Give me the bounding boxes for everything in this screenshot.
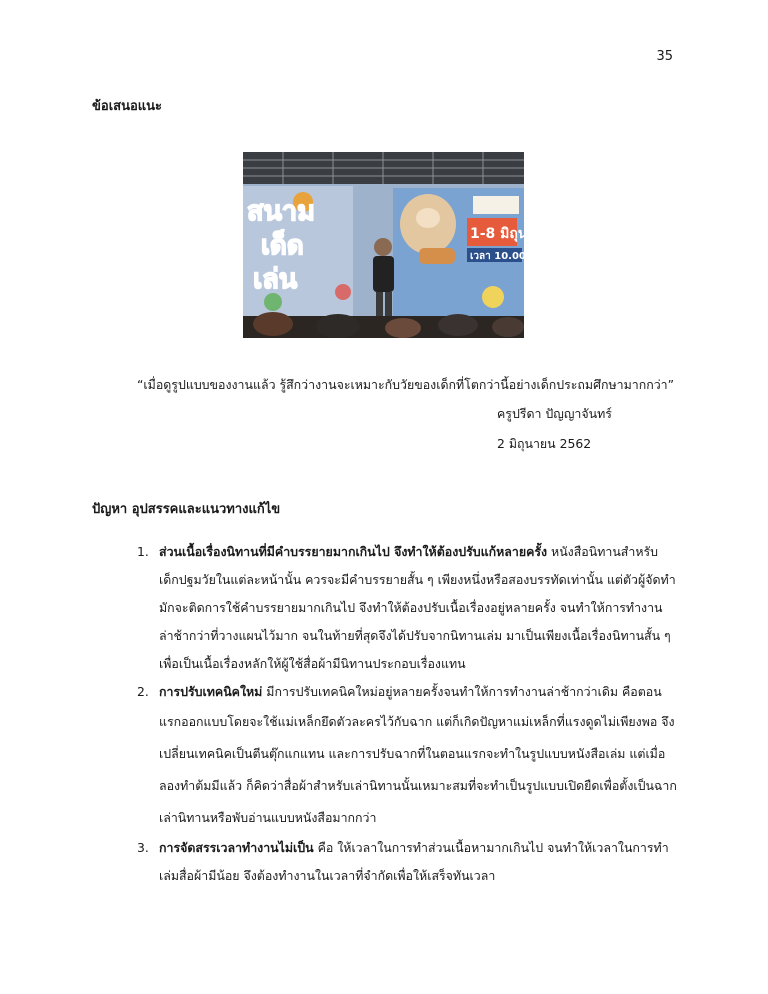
item-line: แรกออกแบบโดยจะใช้แม่เหล็กยึดตัวละครไว้กับฉาก แต่ก็เกิดปัญหาแม่เหล็กที่แรงดูดไม่เพียงพอ จึง: [159, 714, 675, 729]
item-line: ล่าช้ากว่าที่วางแผนไว้มาก จนในท้ายที่สุดจึงได้ปรับจากนิทานเล่ม มาเป็นเพียงเนื้อเรื่องนิทานสั้น ๆ: [159, 628, 671, 643]
item-line: ลองทำต้มมีแล้ว ก็คิดว่าสื่อผ้าสำหรับเล่านิทานนั้นเหมาะสมที่จะทำเป็นรูปแบบเปิดยืดเพื่อตั้งเป็นฉาก: [159, 778, 677, 793]
recommendations-heading: ข้อเสนอแนะ: [92, 99, 163, 114]
item-line: เล่มสื่อผ้ามีน้อย จึงต้องทำงานในเวลาที่จำกัดเพื่อให้เสร็จทันเวลา: [159, 868, 496, 883]
item-line: เล่านิทานหรือพับอ่านแบบหนังสือมากกว่า: [159, 810, 377, 825]
problem-item: [137, 538, 677, 678]
item-line: เด็กปฐมวัยในแต่ละหน้านั้น ควรจะมีคำบรรยายสั้น ๆ เพียงหนึ่งหรือสองบรรทัดเท่านั้น แต่ตัวผู้จัดทำ: [159, 572, 676, 587]
banner-title-line-2: เด็ด: [261, 231, 304, 261]
problem-item: [137, 834, 677, 890]
attribution-name: ครูปรีดา ปัญญาจันทร์: [497, 406, 612, 421]
item-title: การปรับเทคนิคใหม่: [159, 684, 263, 699]
item-title: การจัดสรรเวลาทำงานไม่เป็น: [159, 840, 314, 855]
banner-title-line-1: สนาม: [247, 196, 315, 227]
item-line: เพื่อเป็นเนื้อเรื่องหลักให้ผู้ใช้สื่อผ้ามีนิทานประกอบเรื่องแทน: [159, 656, 466, 671]
problems-list: [137, 538, 677, 890]
item-first-line: [159, 678, 677, 706]
banner-time: เวลา 10.00 - 1: [470, 251, 544, 262]
item-line: เปลี่ยนเทคนิคเป็นตีนตุ๊กแกแทน และการปรับฉากที่ในตอนแรกจะทำในรูปแบบหนังสือเล่ม แต่เมื่อ: [159, 746, 666, 761]
attribution-date: 2 มิถุนายน 2562: [497, 436, 592, 451]
item-number: 1.: [137, 544, 149, 559]
page-number: 35: [656, 49, 673, 64]
item-first-line-text: หนังสือนิทานสำหรับ: [547, 544, 659, 559]
quote-text: “เมื่อดูรูปแบบของงานแล้ว รู้สึกว่างานจะเหมาะกับวัยของเด็กที่โตกว่านี้อย่างเด็กประถมศึกษามากกว่า”: [137, 377, 675, 392]
item-number: 2.: [137, 684, 149, 699]
banner-title-line-3: เล่น: [253, 264, 298, 295]
item-first-line: [159, 538, 677, 566]
item-first-line: [159, 834, 677, 862]
item-first-line-text: มีการปรับเทคนิคใหม่อยู่หลายครั้งจนทำให้การทำงานล่าช้ากว่าเดิม คือตอน: [262, 684, 662, 699]
item-line: มักจะติดการใช้คำบรรยายมากเกินไป จึงทำให้ต้องปรับเนื้อเรื่องอยู่หลายครั้ง จนทำให้การทำงาน: [159, 600, 663, 615]
banner-dates: 1-8 มิถุนาย: [470, 226, 544, 242]
problem-item: [137, 678, 677, 834]
item-number: 3.: [137, 840, 149, 855]
problems-heading: ปัญหา อุปสรรคและแนวทางแก้ไข: [92, 502, 281, 517]
item-title: ส่วนเนื้อเรื่องนิทานที่มีคำบรรยายมากเกินไป จึงทำให้ต้องปรับแก้หลายครั้ง: [159, 544, 548, 559]
item-first-line-text: คือ ให้เวลาในการทำส่วนเนื้อหามากเกินไป จนทำให้เวลาในการทำ: [313, 840, 669, 855]
event-photo: [243, 152, 544, 338]
